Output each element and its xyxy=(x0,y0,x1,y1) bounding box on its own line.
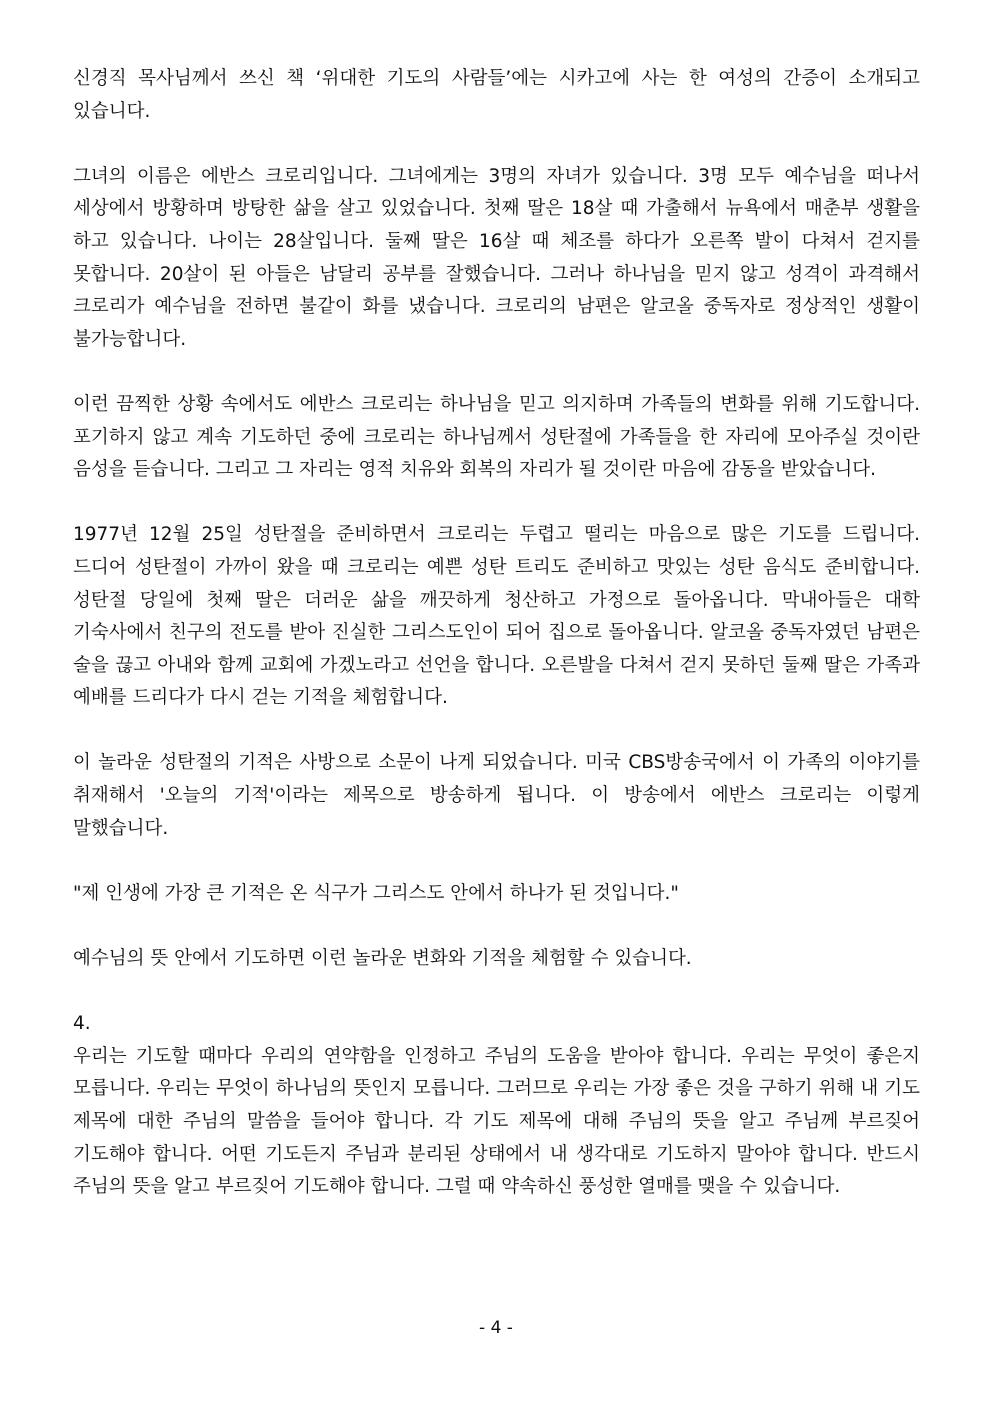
paragraph-conclusion: 예수님의 뜻 안에서 기도하면 이런 놀라운 변화와 기적을 체험할 수 있습니다. xyxy=(73,948,692,970)
paragraph-intro: 신경직 목사님께서 쓰신 책 ‘위대한 기도의 사람들’에는 시카고에 사는 한 여성의 간증이 소개되고 있습니다. xyxy=(73,68,920,122)
document-body xyxy=(73,63,920,1236)
page-number: - 4 - xyxy=(479,1318,513,1338)
paragraph-prayer: 이런 끔찍한 상황 속에서도 에반스 크로리는 하나님을 믿고 의지하며 가족들의 변화를 위해 기도합니다. 포기하지 않고 계속 기도하던 중에 크로리는 하나님께서 성탄절에 가족들을 한 자리에 모아주실 것이란 음성을 듣습니다. 그리고 그 자리는 영적 치유와 회복의 자리가 될 것이란 마음에 감동을 받았습니다. xyxy=(73,393,920,481)
paragraph-section-4: 우리는 기도할 때마다 우리의 연약함을 인정하고 주님의 도움을 받아야 합니다. 우리는 무엇이 좋은지 모릅니다. 우리는 무엇이 하나님의 뜻인지 모릅니다. 그러므로 우리는 가장 좋은 것을 구하기 위해 내 기도 제목에 대한 주님의 말씀을 들어야 합니다. 각 기도 제목에 대해 주님의 뜻을 알고 주님께 부르짖어 기도해야 합니다. 어떤 기도든지 주님과 분리된 상태에서 내 생각대로 기도하지 말아야 합니다. 반드시 주님의 뜻을 알고 부르짖어 기도해야 합니다. 그럴 때 약속하신 풍성한 열매를 맺을 수 있습니다. xyxy=(73,1045,920,1198)
paragraph-family: 그녀의 이름은 에반스 크로리입니다. 그녀에게는 3명의 자녀가 있습니다. 3명 모두 예수님을 떠나서 세상에서 방황하며 방탕한 삶을 살고 있었습니다. 첫째 딸은 18살 때 가출해서 뉴욕에서 매춘부 생활을 하고 있습니다. 나이는 28살입니다. 둘째 딸은 16살 때 체조를 하다가 오른쪽 발이 다쳐서 걷지를 못합니다. 20살이 된 아들은 남달리 공부를 잘했습니다. 그러나 하나님을 믿지 않고 성격이 과격해서 크로리가 예수님을 전하면 불같이 화를 냈습니다. 크로리의 남편은 알코올 중독자로 정상적인 생활이 불가능합니다. xyxy=(73,165,920,350)
section-number: 4. xyxy=(73,1013,91,1035)
paragraph-broadcast: 이 놀라운 성탄절의 기적은 사방으로 소문이 나게 되었습니다. 미국 CBS방송국에서 이 가족의 이야기를 취재해서 '오늘의 기적'이라는 제목으로 방송하게 됩니다. 이 방송에서 에반스 크로리는 이렇게 말했습니다. xyxy=(73,752,920,839)
paragraph-quote: "제 인생에 가장 큰 기적은 온 식구가 그리스도 안에서 하나가 된 것입니다." xyxy=(73,882,679,904)
paragraph-christmas: 1977년 12월 25일 성탄절을 준비하면서 크로리는 두렵고 떨리는 마음으로 많은 기도를 드립니다. 드디어 성탄절이 가까이 왔을 때 크로리는 예쁜 성탄 트리도 준비하고 맛있는 성탄 음식도 준비합니다. 성탄절 당일에 첫째 딸은 더러운 삶을 깨끗하게 청산하고 가정으로 돌아옵니다. 막내아들은 대학 기숙사에서 친구의 전도를 받아 진실한 그리스도인이 되어 집으로 돌아옵니다. 알코올 중독자였던 남편은 술을 끊고 아내와 함께 교회에 가겠노라고 선언을 합니다. 오른발을 다쳐서 걷지 못하던 둘째 딸은 가족과 예배를 드리다가 다시 걷는 기적을 체험합니다. xyxy=(73,524,920,709)
